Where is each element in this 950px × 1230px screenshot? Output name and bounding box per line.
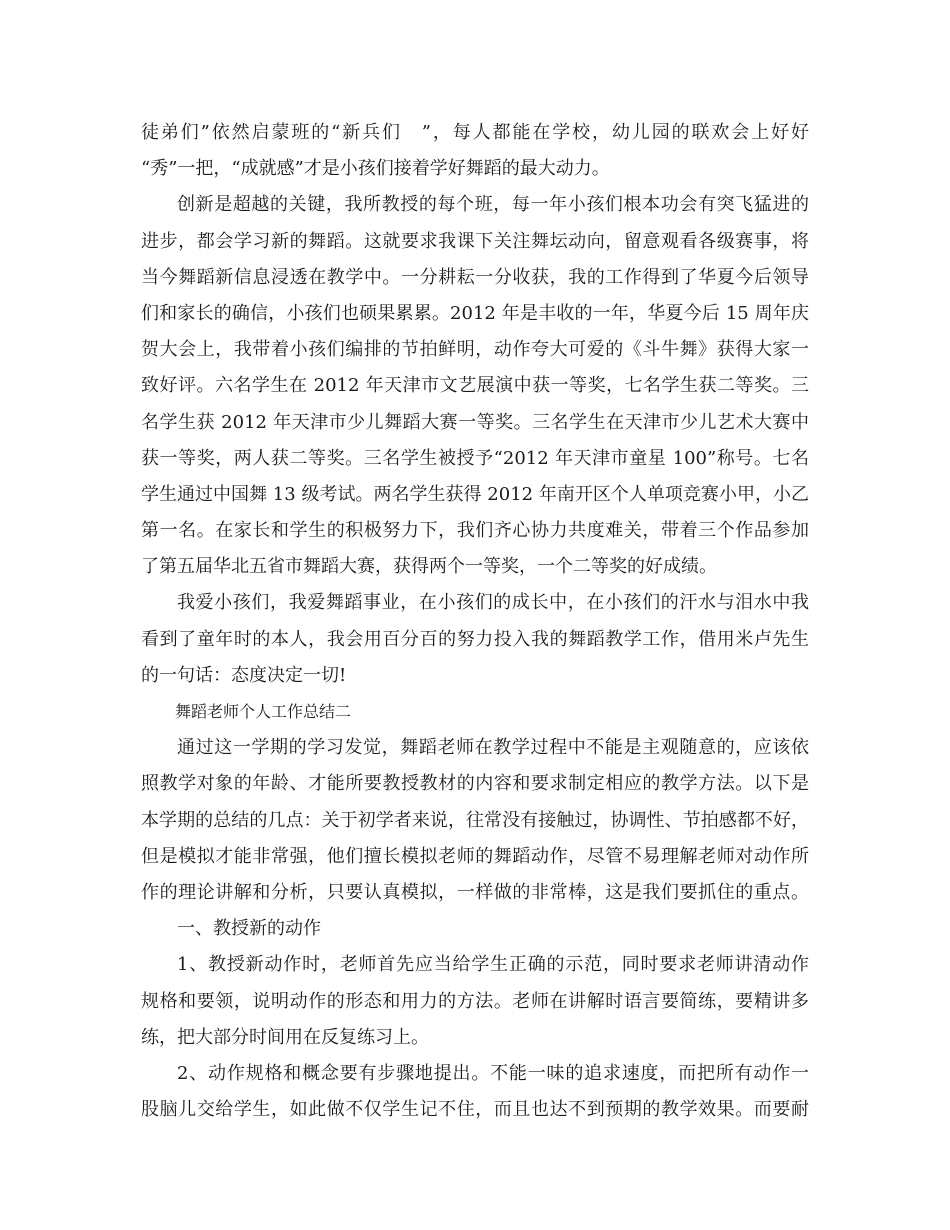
list-item-1: [141, 947, 809, 1056]
text-line: 们和家长的确信，小孩们也硕果累累。2012 年是丰收的一年，华夏今后 15 周年庆: [141, 302, 809, 324]
section-heading: 舞蹈老师个人工作总结二: [175, 702, 352, 721]
text-line: 作的理论讲解和分析，只要认真模拟，一样做的非常棒，这是我们要抓住的重点。: [141, 881, 809, 903]
paragraph-love: [141, 585, 809, 694]
text-line: 练，把大部分时间用在反复练习上。: [141, 1026, 429, 1048]
text-line: 了第五届华北五省市舞蹈大赛，获得两个一等奖，一个二等奖的好成绩。: [141, 556, 717, 578]
text-line: 贺大会上，我带着小孩们编排的节拍鲜明，动作夸大可爱的《斗牛舞》获得大家一: [141, 339, 809, 361]
text-line: 照教学对象的年龄、才能所要教授教材的内容和要求制定相应的教学方法。以下是: [141, 773, 809, 795]
text-line: 获一等奖，两人获二等奖。三名学生被授予“2012 年天津市童星 100”称号。七名: [141, 447, 809, 469]
text-line: “秀”一把，“成就感”才是小孩们接着学好舞蹈的最大动力。: [141, 158, 610, 180]
text-line: 创新是超越的关键，我所教授的每个班，每一年小孩们根本功会有突飞猛进的: [177, 194, 809, 216]
text-line: 我爱小孩们，我爱舞蹈事业，在小孩们的成长中，在小孩们的汗水与泪水中我: [177, 592, 809, 614]
text-line: 1、教授新动作时，老师首先应当给学生正确的示范，同时要求老师讲清动作: [177, 954, 809, 976]
text-line: 但是模拟才能非常强，他们擅长模拟老师的舞蹈动作，尽管不易理解老师对动作所: [141, 845, 809, 867]
text-line: 名学生获 2012 年天津市少儿舞蹈大赛一等奖。三名学生在天津市少儿艺术大赛中: [141, 411, 809, 433]
paragraph-innovation: [141, 187, 809, 585]
text-line: 第一名。在家长和学生的积极努力下，我们齐心协力共度难关，带着三个作品参加: [141, 520, 809, 542]
text-line: 通过这一学期的学习发觉，舞蹈老师在教学过程中不能是主观随意的，应该依: [177, 737, 809, 759]
subheading-teach-new-movements: [141, 911, 809, 947]
text-line: 致好评。六名学生在 2012 年天津市文艺展演中获一等奖，七名学生获二等奖。三: [141, 375, 809, 397]
text-line: 当今舞蹈新信息浸透在教学中。一分耕耘一分收获，我的工作得到了华夏今后领导: [141, 266, 809, 288]
text-line: 2、动作规格和概念要有步骤地提出。不能一味的追求速度，而把所有动作一: [177, 1062, 809, 1084]
list-item-2: [141, 1056, 809, 1128]
text-line: 本学期的总结的几点：关于初学者来说，往常没有接触过，协调性、节拍感都不好，: [141, 809, 809, 831]
paragraph-continuation: [141, 115, 809, 187]
paragraph-intro: [141, 730, 809, 911]
text-line: 进步，都会学习新的舞蹈。这就要求我课下关注舞坛动向，留意观看各级赛事，将: [141, 230, 809, 252]
text-line: 学生通过中国舞 13 级考试。两名学生获得 2012 年南开区个人单项竞赛小甲，小乙: [141, 483, 809, 505]
text-line: 规格和要领，说明动作的形态和用力的方法。老师在讲解时语言要简练，要精讲多: [141, 990, 809, 1012]
text-line: 看到了童年时的本人，我会用百分百的努力投入我的舞蹈教学工作，借用米卢先生: [141, 628, 809, 650]
text-line: 徒弟们”依然启蒙班的“新兵们 ”，每人都能在学校，幼儿园的联欢会上好好: [141, 122, 809, 143]
text-line: 一、教授新的动作: [177, 918, 321, 940]
text-line: 股脑儿交给学生，如此做不仅学生记不住，而且也达不到预期的教学效果。而要耐: [141, 1099, 809, 1121]
text-line: 的一句话：态度决定一切!: [141, 664, 347, 686]
document-body: [141, 115, 809, 1128]
